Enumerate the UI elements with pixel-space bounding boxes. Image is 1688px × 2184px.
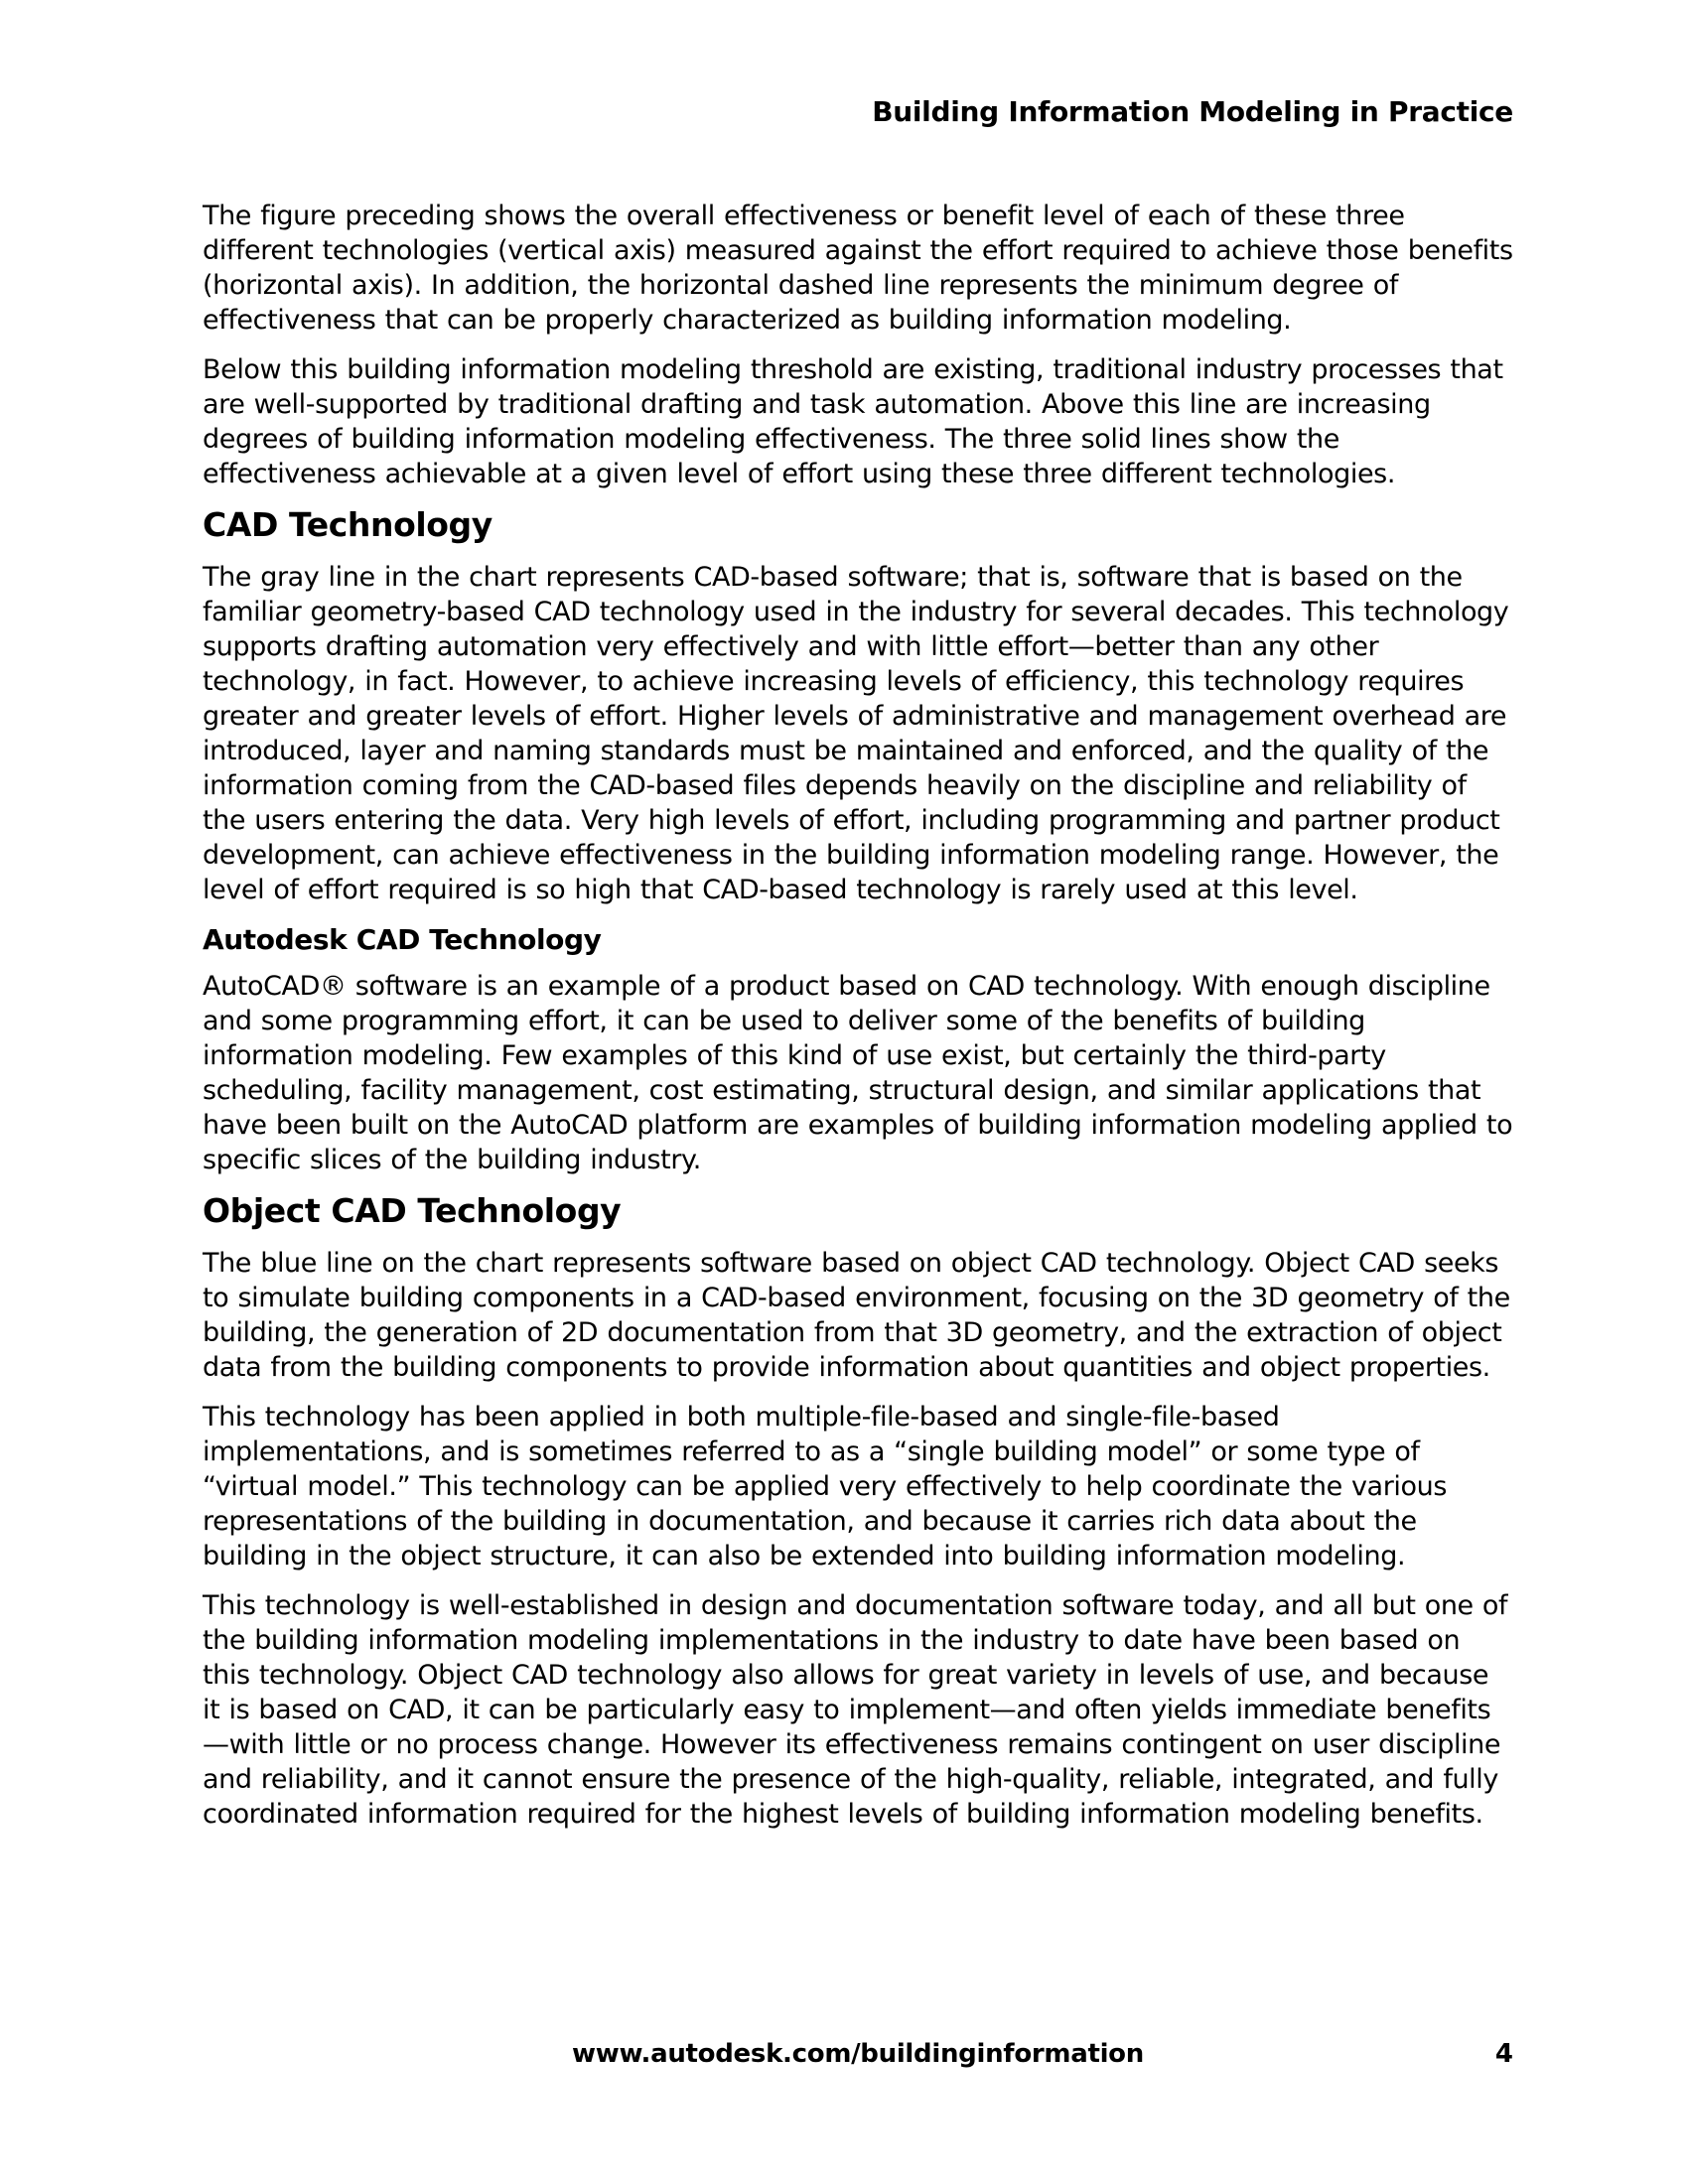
- page-footer: [203, 2037, 1513, 2077]
- page-content: [203, 95, 1513, 1846]
- subsection-heading: Autodesk CAD Technology: [203, 923, 602, 956]
- body-paragraph: The figure preceding shows the overall effectiveness or benefit level of each of these three different technologies (vertical axis) measured against the effort required to achieve those benefits (horizontal axis). In addition, the horizontal dashed line represents the minimum degree of effectiveness that can be properly characterized as building information modeling.: [203, 201, 1513, 336]
- running-header-title: Building Information Modeling in Practice: [872, 95, 1513, 128]
- section-heading: CAD Technology: [203, 505, 492, 544]
- body-paragraph: The gray line in the chart represents CAD-based software; that is, software that is based on the familiar geometry-based CAD technology used in the industry for several decades. This technology supports drafting automation very effectively and with little effort—better than any other technology, in fact. However, to achieve increasing levels of efficiency, this technology requires greater and greater levels of effort. Higher levels of administrative and management overhead are introduced, layer and naming standards must be maintained and enforced, and the quality of the information coming from the CAD-based files depends heavily on the discipline and reliability of the users entering the data. Very high levels of effort, including programming and partner product development, can achieve effectiveness in the building information modeling range. However, the level of effort required is so high that CAD-based technology is rarely used at this level.: [203, 562, 1509, 905]
- section-heading: Object CAD Technology: [203, 1191, 622, 1230]
- body-paragraph: Below this building information modeling threshold are existing, traditional industry processes that are well-supported by traditional drafting and task automation. Above this line are increasing degrees of building information modeling effectiveness. The three solid lines show the effectiveness achievable at a given level of effort using these three different technologies.: [203, 354, 1503, 489]
- body-paragraph: AutoCAD® software is an example of a product based on CAD technology. With enough discipline and some programming effort, it can be used to deliver some of the benefits of building information modeling. Few examples of this kind of use exist, but certainly the third-party scheduling, facility management, cost estimating, structural design, and similar applications that have been built on the AutoCAD platform are examples of building information modeling applied to specific slices of the building industry.: [203, 971, 1513, 1175]
- document-body: [203, 199, 1513, 1832]
- footer-url: www.autodesk.com/buildinginformation: [572, 2039, 1144, 2069]
- body-paragraph: This technology has been applied in both multiple-file-based and single-file-based implementations, and is sometimes referred to as a “single building model” or some type of “virtual model.” This technology can be applied very effectively to help coordinate the various representations of the building in documentation, and because it carries rich data about the building in the object structure, it can also be extended into building information modeling.: [203, 1402, 1448, 1571]
- page-number: 4: [1494, 2039, 1513, 2069]
- body-paragraph: This technology is well-established in design and documentation software today, and all but one of the building information modeling implementations in the industry to date have been based on this technology. Object CAD technology also allows for great variety in levels of use, and because it is based on CAD, it can be particularly easy to implement—and often yields immediate benefits—with little or no process change. However its effectiveness remains contingent on user discipline and reliability, and it cannot ensure the presence of the high-quality, reliable, integrated, and fully coordinated information required for the highest levels of building information modeling benefits.: [203, 1590, 1508, 1830]
- body-paragraph: The blue line on the chart represents software based on object CAD technology. Object CAD seeks to simulate building components in a CAD-based environment, focusing on the 3D geometry of the building, the generation of 2D documentation from that 3D geometry, and the extraction of object data from the building components to provide information about quantities and object properties.: [203, 1248, 1510, 1383]
